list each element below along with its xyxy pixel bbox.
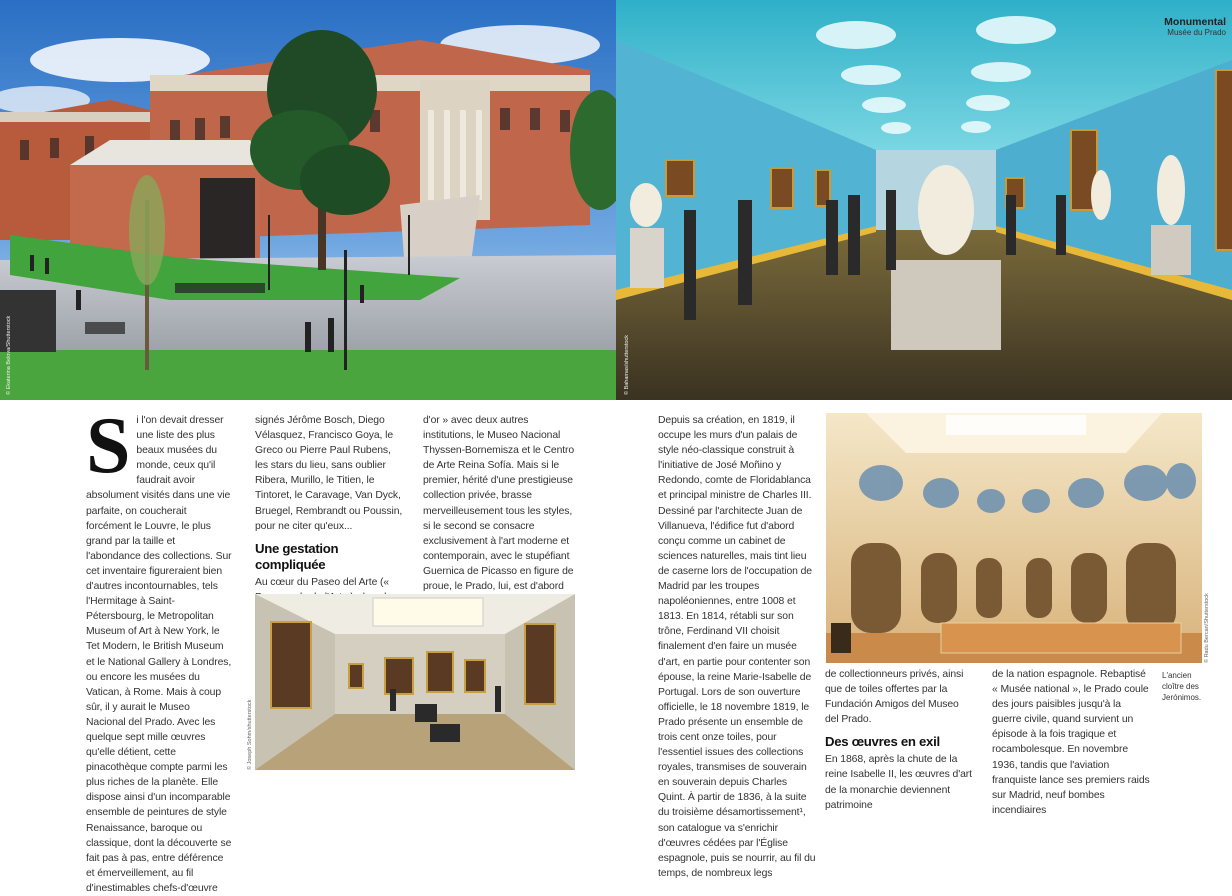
section-tag: [1164, 16, 1226, 37]
heading-gestation: Une gestation compliquée: [255, 540, 339, 572]
article-text-col4: Depuis sa création, en 1819, il occupe les murs d'un palais de style néo-classique construit à l'initiative de José Moñino y Redondo, comte de Floridablanca et principal ministre de Charles III. Dessiné par l'architecte Juan de Villanueva, l'édifice fut d'abord conçu comme un cabinet de sciences naturelles, mais tint lieu de caserne lors de l'occupation de Madrid par les troupes napoléoniennes, entre 1008 et 1813. En 1814, rétabli sur son trône, Ferdinand VII choisit finalement d'en faire un musée d'art, en partie pour contenter son épouse, la reine Marie-Isabelle de Portugal. Lors de son ouverture officielle, le 18 novembre 1819, le Prado présente un ensemble de trois cent onze toiles, pour l'essentiel issues des collections royales, transmises de souverain en souverain depuis Charles Quint. À partir de 1836, à la suite du troisième désamortissement¹, son catalogue va s'enrichir d'œuvres cédées par l'Église espagnole, puis se nourrir, au fil du temps, de nombreux legs: [658, 415, 816, 879]
photo-credit-hall: © Joseph Sohm/shutterstock: [247, 699, 253, 770]
article-column-1: [86, 402, 232, 896]
article-column-4: [658, 413, 816, 881]
article-column-6: [992, 667, 1152, 818]
article-text-col2b: Au cœur du Paseo del Arte («: [255, 576, 390, 588]
photo-credit-exterior: © Ekaterina Belova/Shutterstock: [6, 315, 12, 395]
heading-exile: Des œuvres en exil: [825, 734, 940, 750]
drop-cap: S: [86, 402, 131, 490]
article-text-col2: signés Jérôme Bosch, Diego Vélasquez, Francisco Goya, le Greco ou Pierre Paul Rubens, les stars du lieu, sans oublier Ribera, Murillo, le Titien, le Tintoret, le Caravage, Van Dyck, Bruegel, Rembrandt ou Poussin, pour ne citer qu'eux...: [255, 415, 403, 532]
article-text-col6: de la nation espagnole. Rebaptisé « Musée national », le Prado coule des jours paisibles jusqu'à la guerre civile, quand survient un épisode à la fois tragique et rocambolesque. En novembre 1936, tandis que l'aviation franquiste lance ses premiers raids sur Madrid, neuf bombes incendiaires: [992, 669, 1150, 816]
photo-credit-gallery: © Bahamas/shutterstock: [624, 335, 630, 395]
article-column-5: [825, 667, 975, 813]
article-text-col3: d'or » avec deux autres institutions, le Museo Nacional Thyssen-Bornemisza et le Centro de Arte Reina Sofía. Mais si le premier, hérité d'une prestigieuse collection privée, brasse merveilleusement tous les styles, si le second se consacre exclusivement à l'art moderne et contemporain, avec le stupéfiant Guernica de Picasso en figure de proue, le Prado, lui, est d'abord: [423, 415, 575, 593]
article-text-col5: de collectionneurs privés, ainsi que de toiles offertes par la Fundación Amigos del Museo del Prado.: [825, 669, 964, 726]
caption-cloister: L'ancien cloître des Jerónimos.: [1162, 671, 1202, 702]
photo-gallery-hall: [616, 0, 1232, 400]
section-subtitle: Musée du Prado: [1167, 28, 1226, 37]
article-text-col5b: En 1868, après la chute de la reine Isabelle II, les œuvres d'art de la monarchie deviennent patrimoine: [825, 754, 972, 811]
photo-museum-exterior: [0, 0, 616, 400]
photo-painting-room: [255, 594, 575, 770]
article-text-col1: i l'on devait dresser une liste des plus beaux musées du monde, ceux qu'il faudrait avoir absolument visités dans une vie parfaite, on coucherait forcément le Louvre, le plus grand par la taille et l'abondance des collections. Sur cet inventaire figureraient bien d'autres incontournables, tels l'Hermitage à Saint-Pétersbourg, le Metropolitan Museum of Art à New York, le Tet Modern, le British Museum et le National Gallery à Londres, ou encore les musées du Vatican, à Rome. Mais à coup sûr, il y aurait le Museo Nacional del Prado. Avec les quelque sept mille œuvres qu'elle détient, cette pinacothèque compte parmi les plus riches de la planète. Elle dispose ainsi d'un incomparable ensemble de peintures de style Renaissance, baroque ou classique, dont la découverte se fait pas à pas, entre déférence et émerveillement, au fil d'inestimables chefs-d'œuvre: [86, 415, 232, 894]
photo-cloister: [826, 413, 1202, 663]
photo-credit-cloister: © Radu Bercan/Shutterstock: [1204, 593, 1210, 663]
section-title: Monumental: [1164, 16, 1226, 28]
